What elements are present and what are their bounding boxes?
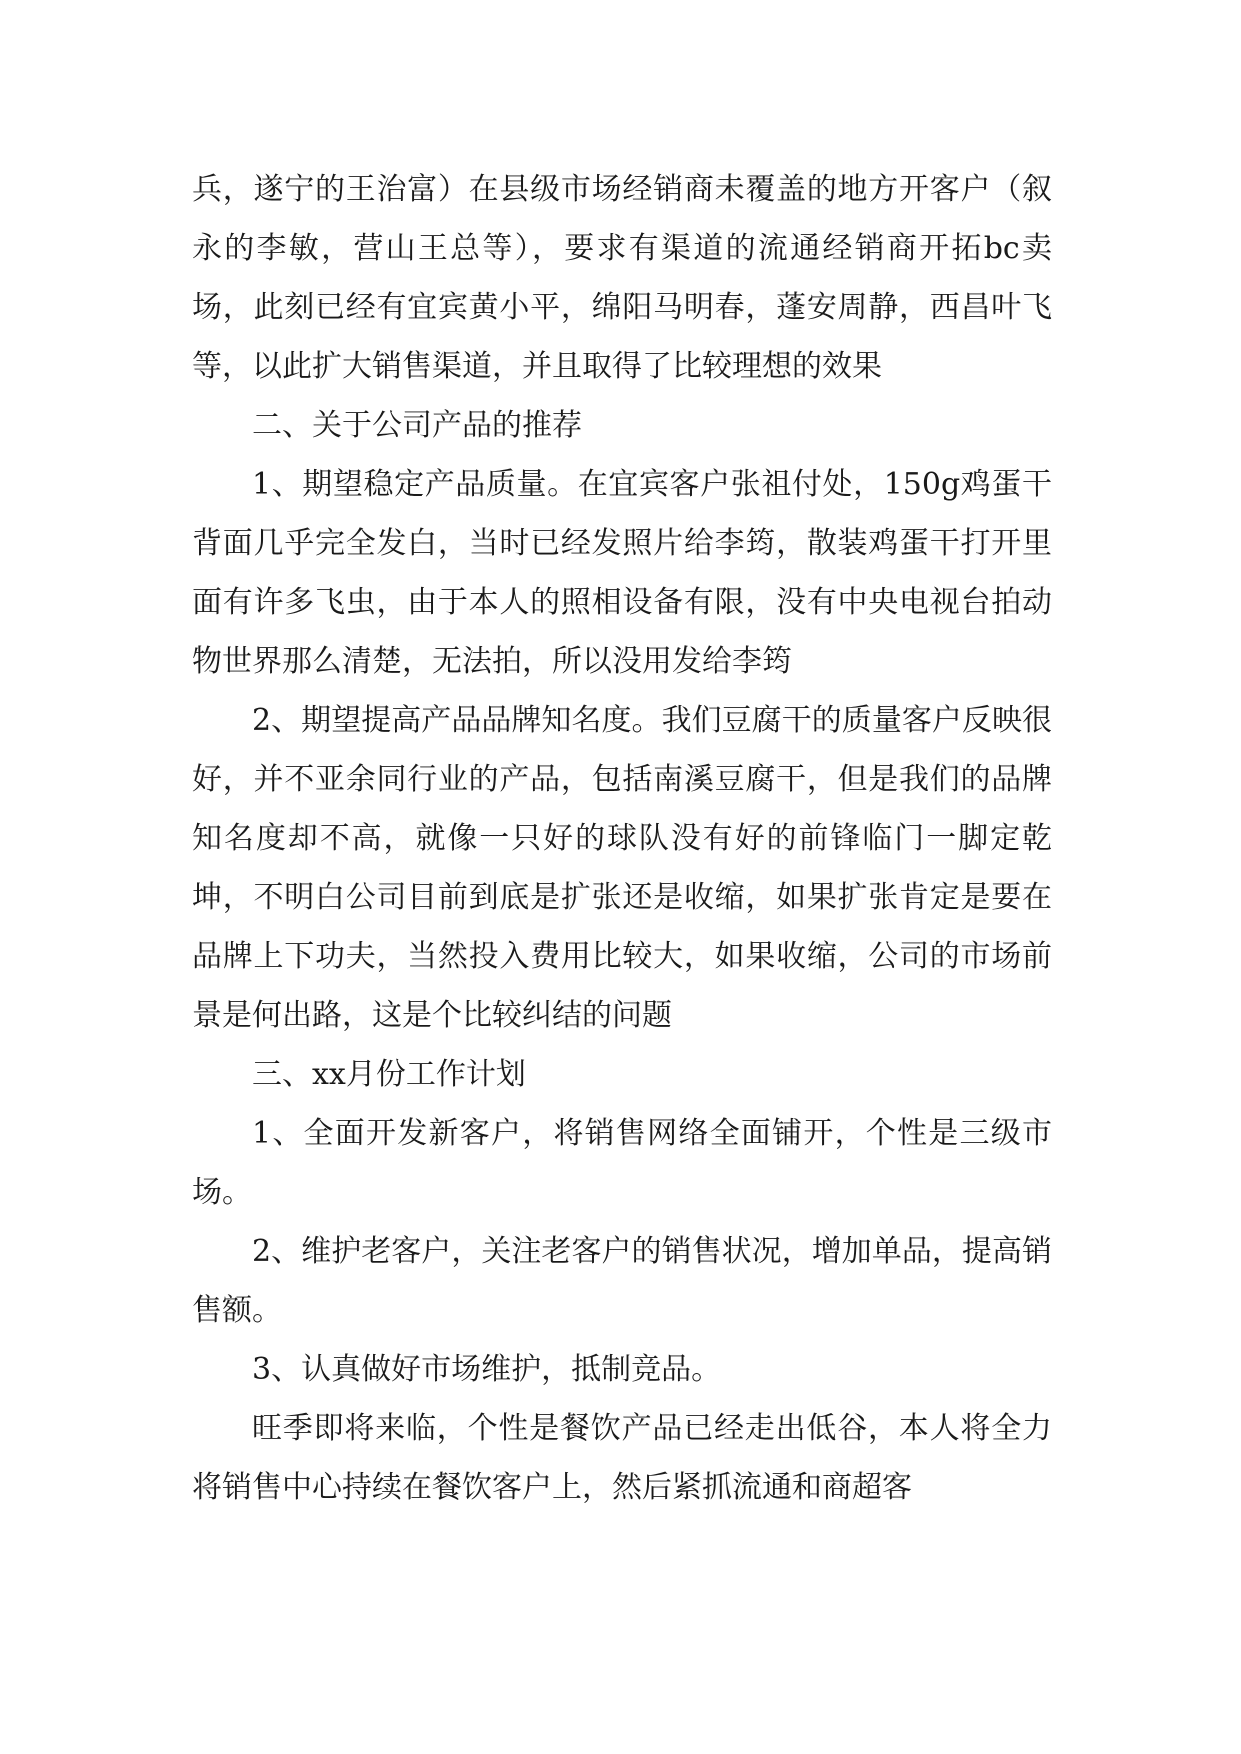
paragraph-peak-season: 旺季即将来临，个性是餐饮产品已经走出低谷，本人将全力将销售中心持续在餐饮客户上，然后紧抓流通和商超客 bbox=[192, 1411, 1052, 1505]
paragraph-product-quality: 1、期望稳定产品质量。在宜宾客户张祖付处，150g鸡蛋干背面几乎完全发白，当时已经发照片给李筠，散装鸡蛋干打开里面有许多飞虫，由于本人的照相设备有限，没有中央电视台拍动物世界那么清楚，无法拍，所以没用发给李筠 bbox=[192, 467, 1052, 679]
section-heading-product-recommendations: 二、关于公司产品的推荐 bbox=[252, 408, 582, 443]
paragraph-continuation: 兵，遂宁的王治富）在县级市场经销商未覆盖的地方开客户（叙永的李敏，营山王总等），要求有渠道的流通经销商开拓bc卖场，此刻已经有宜宾黄小平，绵阳马明春，蓬安周静，西昌叶飞等，以此扩大销售渠道，并且取得了比较理想的效果 bbox=[192, 172, 1052, 384]
plan-item-existing-customers: 2、维护老客户，关注老客户的销售状况，增加单品，提高销售额。 bbox=[192, 1234, 1052, 1328]
paragraph-brand-awareness: 2、期望提高产品品牌知名度。我们豆腐干的质量客户反映很好，并不亚余同行业的产品，包括南溪豆腐干，但是我们的品牌知名度却不高，就像一只好的球队没有好的前锋临门一脚定乾坤，不明白公司目前到底是扩张还是收缩，如果扩张肯定是要在品牌上下功夫，当然投入费用比较大，如果收缩，公司的市场前景是何出路，这是个比较纠结的问题 bbox=[192, 703, 1052, 1033]
document-body bbox=[192, 160, 1052, 1517]
plan-item-market-maintenance: 3、认真做好市场维护，抵制竞品。 bbox=[252, 1352, 722, 1387]
section-heading-work-plan: 三、xx月份工作计划 bbox=[252, 1057, 526, 1092]
plan-item-new-customers: 1、全面开发新客户，将销售网络全面铺开，个性是三级市场。 bbox=[192, 1116, 1052, 1210]
